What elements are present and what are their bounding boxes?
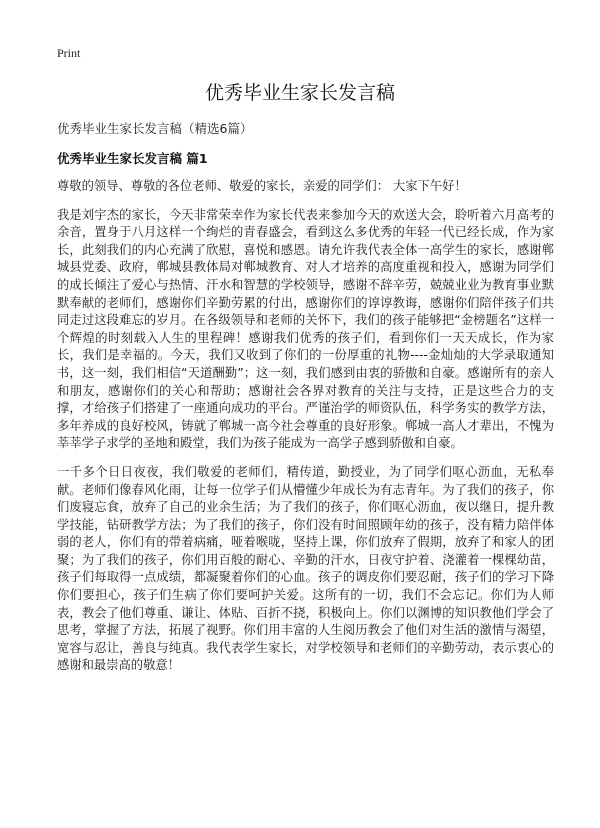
section-heading: 优秀毕业生家长发言稿 篇1 <box>57 151 208 166</box>
body-paragraph: 一千多个日日夜夜，我们敬爱的老师们，精传道，勤授业，为了同学们呕心沥血，无私奉献。老师们像春风化雨，让每一位学子们从懵懂少年成长为有志青年。为了我们的孩子，你们废寝忘食，放弃了自己的业余生活；为了我们的孩子，你们呕心沥血，夜以继日，提升教学技能，钻研教学方法；为了我们的孩子，你们没有时间照顾年幼的孩子，没有精力陪伴体弱的老人，你们有的带着病痛，哑着喉咙，坚持上课，你们放弃了假期，放弃了和家人的团聚；为了我们的孩子，你们用百般的耐心、辛勤的汗水，日夜守护着、浇灌着一棵棵幼苗，孩子们每取得一点成绩，都凝聚着你们的心血。孩子的调皮你们要忍耐，孩子们的学习下降你们要担心，孩子们生病了你们要呵护关爱。这所有的一切，我们不会忘记。你们为人师表，教会了他们尊重、谦让、体贴、百折不挠，积极向上。你们以渊博的知识教他们学会了思考，掌握了方法，拓展了视野。你们用丰富的人生阅历教会了他们对生活的激情与渴望，宽容与忍让，善良与纯真。我代表学生家长，对学校领导和老师们的辛勤劳动，表示衷心的感谢和最崇高的敬意！ <box>57 464 554 673</box>
article-body <box>57 178 554 686</box>
greeting-paragraph: 尊敬的领导、尊敬的各位老师、敬爱的家长，亲爱的同学们： 大家下午好！ <box>57 179 467 193</box>
page-title: 优秀毕业生家长发言稿 <box>204 82 395 104</box>
document-subtitle: 优秀毕业生家长发言稿（精选6篇） <box>57 121 253 136</box>
body-paragraph: 我是刘宇杰的家长，今天非常荣幸作为家长代表来参加今天的欢送大会，聆听着六月高考的余音，置身于八月这样一个绚烂的青春盛会，看到这么多优秀的年轻一代已经长成，作为家长，此刻我们的内心充满了欣慰，喜悦和感恩。请允许我代表全体一高学生的家长，感谢郸城县党委、政府，郸城县教体局对郸城教育、对人才培养的高度重视和投入，感谢为同学们的成长倾注了爱心与热情、汗水和智慧的学校领导，感谢不辞辛劳，兢兢业业为教育事业默默奉献的老师们，感谢你们辛勤劳累的付出，感谢你们的谆谆教诲，感谢你们陪伴孩子们共同走过这段难忘的岁月。在各级领导和老师的关怀下，我们的孩子能够把“金榜题名”这样一个辉煌的时刻载入人生的里程碑！感谢我们优秀的孩子们，看到你们一天天成长，作为家长，我们是幸福的。今天，我们又收到了你们的一份厚重的礼物----金灿灿的大学录取通知书，这一刻，我们相信“天道酬勤”；这一刻，我们感到由衷的骄傲和自豪。感谢所有的亲人和朋友，感谢你们的关心和帮助；感谢社会各界对教育的关注与支持，正是这些合力的支撑，才给孩子们搭建了一座通向成功的平台。严谨治学的师资队伍，科学务实的教学方法，多年养成的良好校风，铸就了郸城一高今社会尊重的良好形象。郸城一高人才辈出，不愧为莘莘学子求学的圣地和殿堂，我们为孩子能成为一高学子感到骄傲和自豪。 <box>57 207 554 451</box>
print-label: Print <box>57 46 81 60</box>
